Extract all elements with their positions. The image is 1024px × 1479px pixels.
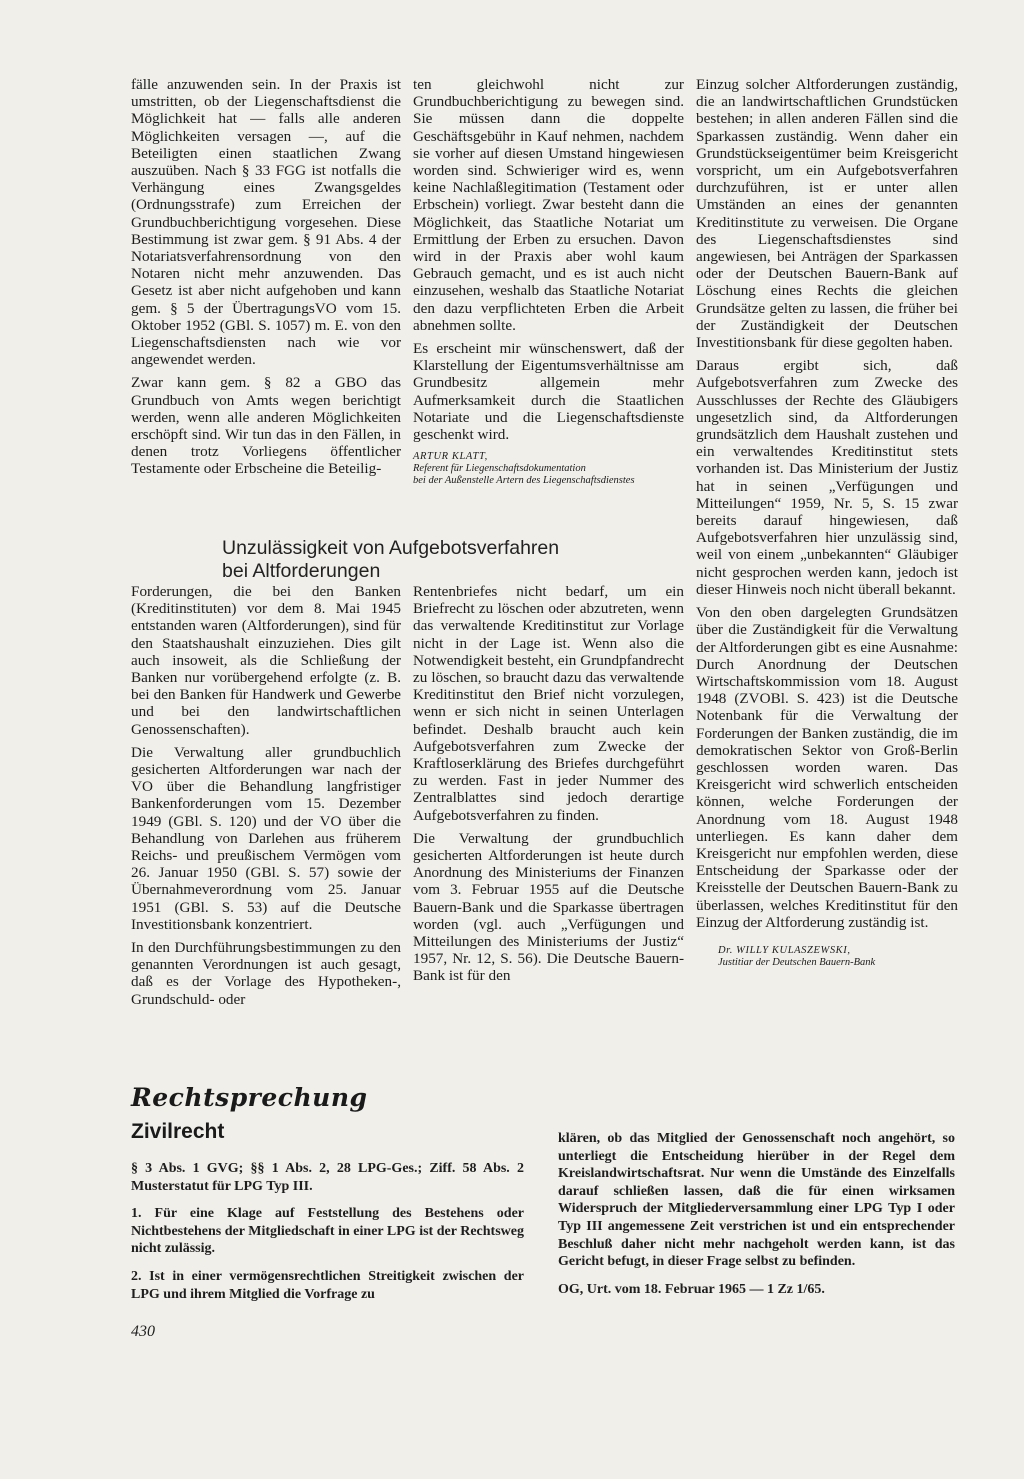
paragraph: Daraus ergibt sich, daß Aufgebotsverfahren zum Zwecke des Ausschlusses der Rechte des Gläubigers ungesetzlich sind, da Altforderungen grundsätzlich dem Haushalt zustehen und ein verwaltendes Kreditinstitut stets vorhanden ist. Das Ministerium der Justiz hat in seinen „Verfügungen und Mitteilungen“ 1959, Nr. 5, S. 15 zwar bereits darauf hingewiesen, daß Aufgebotsverfahren hier unzulässig sind, weil von einem „unbekannten“ Gläubiger nicht gesprochen werden kann, jedoch ist dieser Hinweis noch nicht überall bekannt. <box>696 357 958 598</box>
headnote-2: 2. Ist in einer vermögensrechtlichen Streitigkeit zwischen der LPG und ihrem Mitglied die Vorfrage zu <box>131 1268 524 1302</box>
paragraph: Rentenbriefes nicht bedarf, um ein Briefrecht zu löschen oder abzutreten, wenn das verwaltende Kreditinstitut zur Vorlage nicht in der Lage ist. Wenn also die Notwendigkeit besteht, ein Grundpfandrecht zu löschen, so braucht dazu das verwaltende Kreditinstitut den Brief nicht vorzulegen, wenn er sich nicht in seinen Unterlagen befindet. Deshalb braucht auch kein Aufgebotsverfahren zum Zwecke der Kraftloserklärung des Briefes durchgeführt zu werden. Fast in jeder Nummer des Zentralblattes sind jedoch derartige Aufgebotsverfahren zu finden. <box>413 583 684 824</box>
author-signature <box>413 451 684 487</box>
paragraph: Forderungen, die bei den Banken (Kreditinstituten) vor dem 8. Mai 1945 entstanden waren (Altforderungen), sind für den Staatshaushalt einzuziehen. Dies gilt auch insoweit, als die Schließung der Banken nur vorübergehend erfolgte (z. B. bei den Banken für Handwerk und Gewerbe und bei den landwirtschaftlichen Genossenschaften). <box>131 583 401 738</box>
rechtsprechung-heading: Rechtsprechung <box>131 1083 368 1112</box>
author-name: ARTUR KLATT, <box>413 451 488 463</box>
paragraph: In den Durchführungsbestimmungen zu den genannten Verordnungen ist auch gesagt, daß es der Vorlage des Hypotheken-, Grundschuld- oder <box>131 939 401 1008</box>
ruling-right-column <box>558 1130 955 1308</box>
zivilrecht-heading: Zivilrecht <box>131 1120 225 1143</box>
headnote-1: 1. Für eine Klage auf Feststellung des Bestehens oder Nichtbestehens der Mitgliedschaft in einer LPG ist der Rechtsweg nicht zulässig. <box>131 1206 524 1257</box>
paragraph: Zwar kann gem. § 82 a GBO das Grundbuch von Amts wegen berichtigt werden, wenn alle anderen Möglichkeiten erschöpft sind. Wir tun das in den Fällen, in denen trotz Vorliegens öffentlicher Testamente oder Erbscheine die Beteilig- <box>131 374 401 478</box>
paragraph: Von den oben dargelegten Grundsätzen über die Zuständigkeit für die Verwaltung der Altforderungen gibt es eine Ausnahme: Durch Anordnung der Deutschen Wirtschaftskommission vom 18. August 1948 (ZVOBl. S. 423) ist die Deutsche Notenbank für die Verwaltung der Forderungen der Banken zuständig, die im demokratischen Sektor von Groß-Berlin geschlossen worden waren. Das Kreisgericht wird schwerlich entscheiden können, welche Forderungen der Anordnung vom 18. August 1948 unterliegen. Es kann daher dem Kreisgericht nur empfohlen werden, diese Entscheidung der Sparkasse oder der Kreisstelle der Deutschen Bauern-Bank zu überlassen, welches Kreditinstitut für den Einzug der Altforderung zuständig ist. <box>696 604 958 931</box>
paragraph: Die Verwaltung aller grundbuchlich gesicherten Altforderungen war nach der VO über die Behandlung langfristiger Bankenforderungen vom 15. Dezember 1949 (GBl. S. 120) und der VO über die Behandlung von Darlehen aus früherem Reichs- und preußischem Vermögen vom 26. Januar 1950 (GBl. S. 57) sowie der Übernahmeverordnung vom 25. Januar 1951 (GBl. S. 53) auf die Deutsche Investitionsbank konzentriert. <box>131 743 401 933</box>
author-name: Dr. WILLY KULASZEWSKI, <box>718 944 851 956</box>
headnote-2-continued: klären, ob das Mitglied der Genossenschaft noch angehört, so unterliegt die Entscheidung hierüber in der Regel dem Kreislandwirtschaftsrat. Nur wenn die Umstände des Einzelfalls darauf schließen lassen, daß die für einen wirksamen Widerspruch der Mitgliederversammlung einer LPG Typ I oder Typ III angemessene Zeit verstrichen ist und ein entsprechender Beschluß daher nicht mehr nachgeholt werden kann, ist das Gericht befugt, in dieser Frage selbst zu befinden. <box>558 1131 955 1270</box>
paragraph: Die Verwaltung der grundbuchlich gesicherten Altforderungen ist heute durch Anordnung des Ministeriums der Finanzen vom 3. Februar 1955 auf die Deutsche Bauern-Bank und die Sparkasse übertragen worden (vgl. auch „Verfügungen und Mitteilungen des Ministeriums der Justiz“ 1957, Nr. 12, S. 56). Die Deutsche Bauern-Bank ist für den <box>413 829 684 985</box>
legal-citation: § 3 Abs. 1 GVG; §§ 1 Abs. 2, 28 LPG-Ges.; Ziff. 58 Abs. 2 Musterstatut für LPG Typ III. <box>131 1161 524 1194</box>
page-number: 430 <box>131 1323 155 1340</box>
column-3 <box>696 76 958 969</box>
column-1-lower <box>131 583 401 1008</box>
paragraph: fälle anzuwenden sein. In der Praxis ist umstritten, ob der Liegenschaftsdienst die Möglichkeit hat — falls alle anderen Möglichkeiten versagen —, auf die Beteiligten einen staatlichen Zwang auszuüben. Nach § 33 FGG ist notfalls die Verhängung eines Zwangsgeldes (Ordnungsstrafe) zum Erreichen der Grundbuchberichtigung vorgesehen. Diese Bestimmung ist zwar gem. § 91 Abs. 4 der Notariatsverfahrensordnung von den Notaren nicht mehr anzuwenden. Das Gesetz ist aber nicht aufgehoben und kann gem. § 5 der ÜbertragungsVO vom 15. Oktober 1952 (GBl. S. 1057) m. E. von den Liegenschaftsdiensten nach wie vor angewendet werden. <box>131 76 401 369</box>
column-2-upper <box>413 76 684 487</box>
section-title <box>222 537 582 583</box>
paragraph: ten gleichwohl nicht zur Grundbuchberichtigung zu bewegen sind. Sie müssen dann die doppelte Geschäftsgebühr in Kauf nehmen, nachdem sie vorher auf diesen Umstand hingewiesen worden sind. Schwieriger wird es, wenn keine Nachlaßlegitimation (Testament oder Erbschein) vorliegt. Zwar besteht dann die Möglichkeit, das Staatliche Notariat um Ermittlung der Erben zu ersuchen. Davon wird in der Praxis aber wohl kaum Gebrauch gemacht, und es ist auch nicht einzusehen, weshalb das Staatliche Notariat den dazu verpflichteten Erben die Arbeit abnehmen sollte. <box>413 76 684 334</box>
court-reference: OG, Urt. vom 18. Februar 1965 — 1 Zz 1/65. <box>558 1281 825 1297</box>
column-2-lower <box>413 583 684 985</box>
section-title-line: Unzulässigkeit von Aufgebotsverfahren <box>222 537 560 559</box>
section-title-line: bei Altforderungen <box>222 560 381 582</box>
author-position: Justitiar der Deutschen Bauern-Bank <box>718 956 876 968</box>
paragraph: Es erscheint mir wünschenswert, daß der Klarstellung der Eigentumsverhältnisse am Grundbesitz allgemein mehr Aufmerksamkeit durch die Staatlichen Notariate und die Liegenschaftsdienste geschenkt wird. <box>413 340 684 444</box>
author-affiliation: bei der Außenstelle Artern des Liegenschaftsdienstes <box>413 475 635 487</box>
column-1-upper <box>131 76 401 478</box>
author-position: Referent für Liegenschaftsdokumentation <box>413 463 586 475</box>
ruling-left-column <box>131 1160 524 1313</box>
paragraph: Einzug solcher Altforderungen zuständig, die an landwirtschaftlichen Grundstücken bestehen; in allen anderen Fällen sind die Sparkassen zuständig. Wenn daher ein Grundstückseigentümer beim Kreisgericht vorspricht, um ein Aufgebotsverfahren durchzuführen, ist er unter allen Umständen an eines der genannten Kreditinstitute zu verweisen. Die Organe des Liegenschaftsdienstes sind angewiesen, bei Anträgen der Sparkassen oder der Deutschen Bauern-Bank auf Löschung eines Rechts die gleichen Grundsätze gelten zu lassen, die früher bei der Zuständigkeit der Deutschen Investitionsbank für diese gegolten haben. <box>696 76 958 352</box>
author-signature <box>696 945 958 969</box>
